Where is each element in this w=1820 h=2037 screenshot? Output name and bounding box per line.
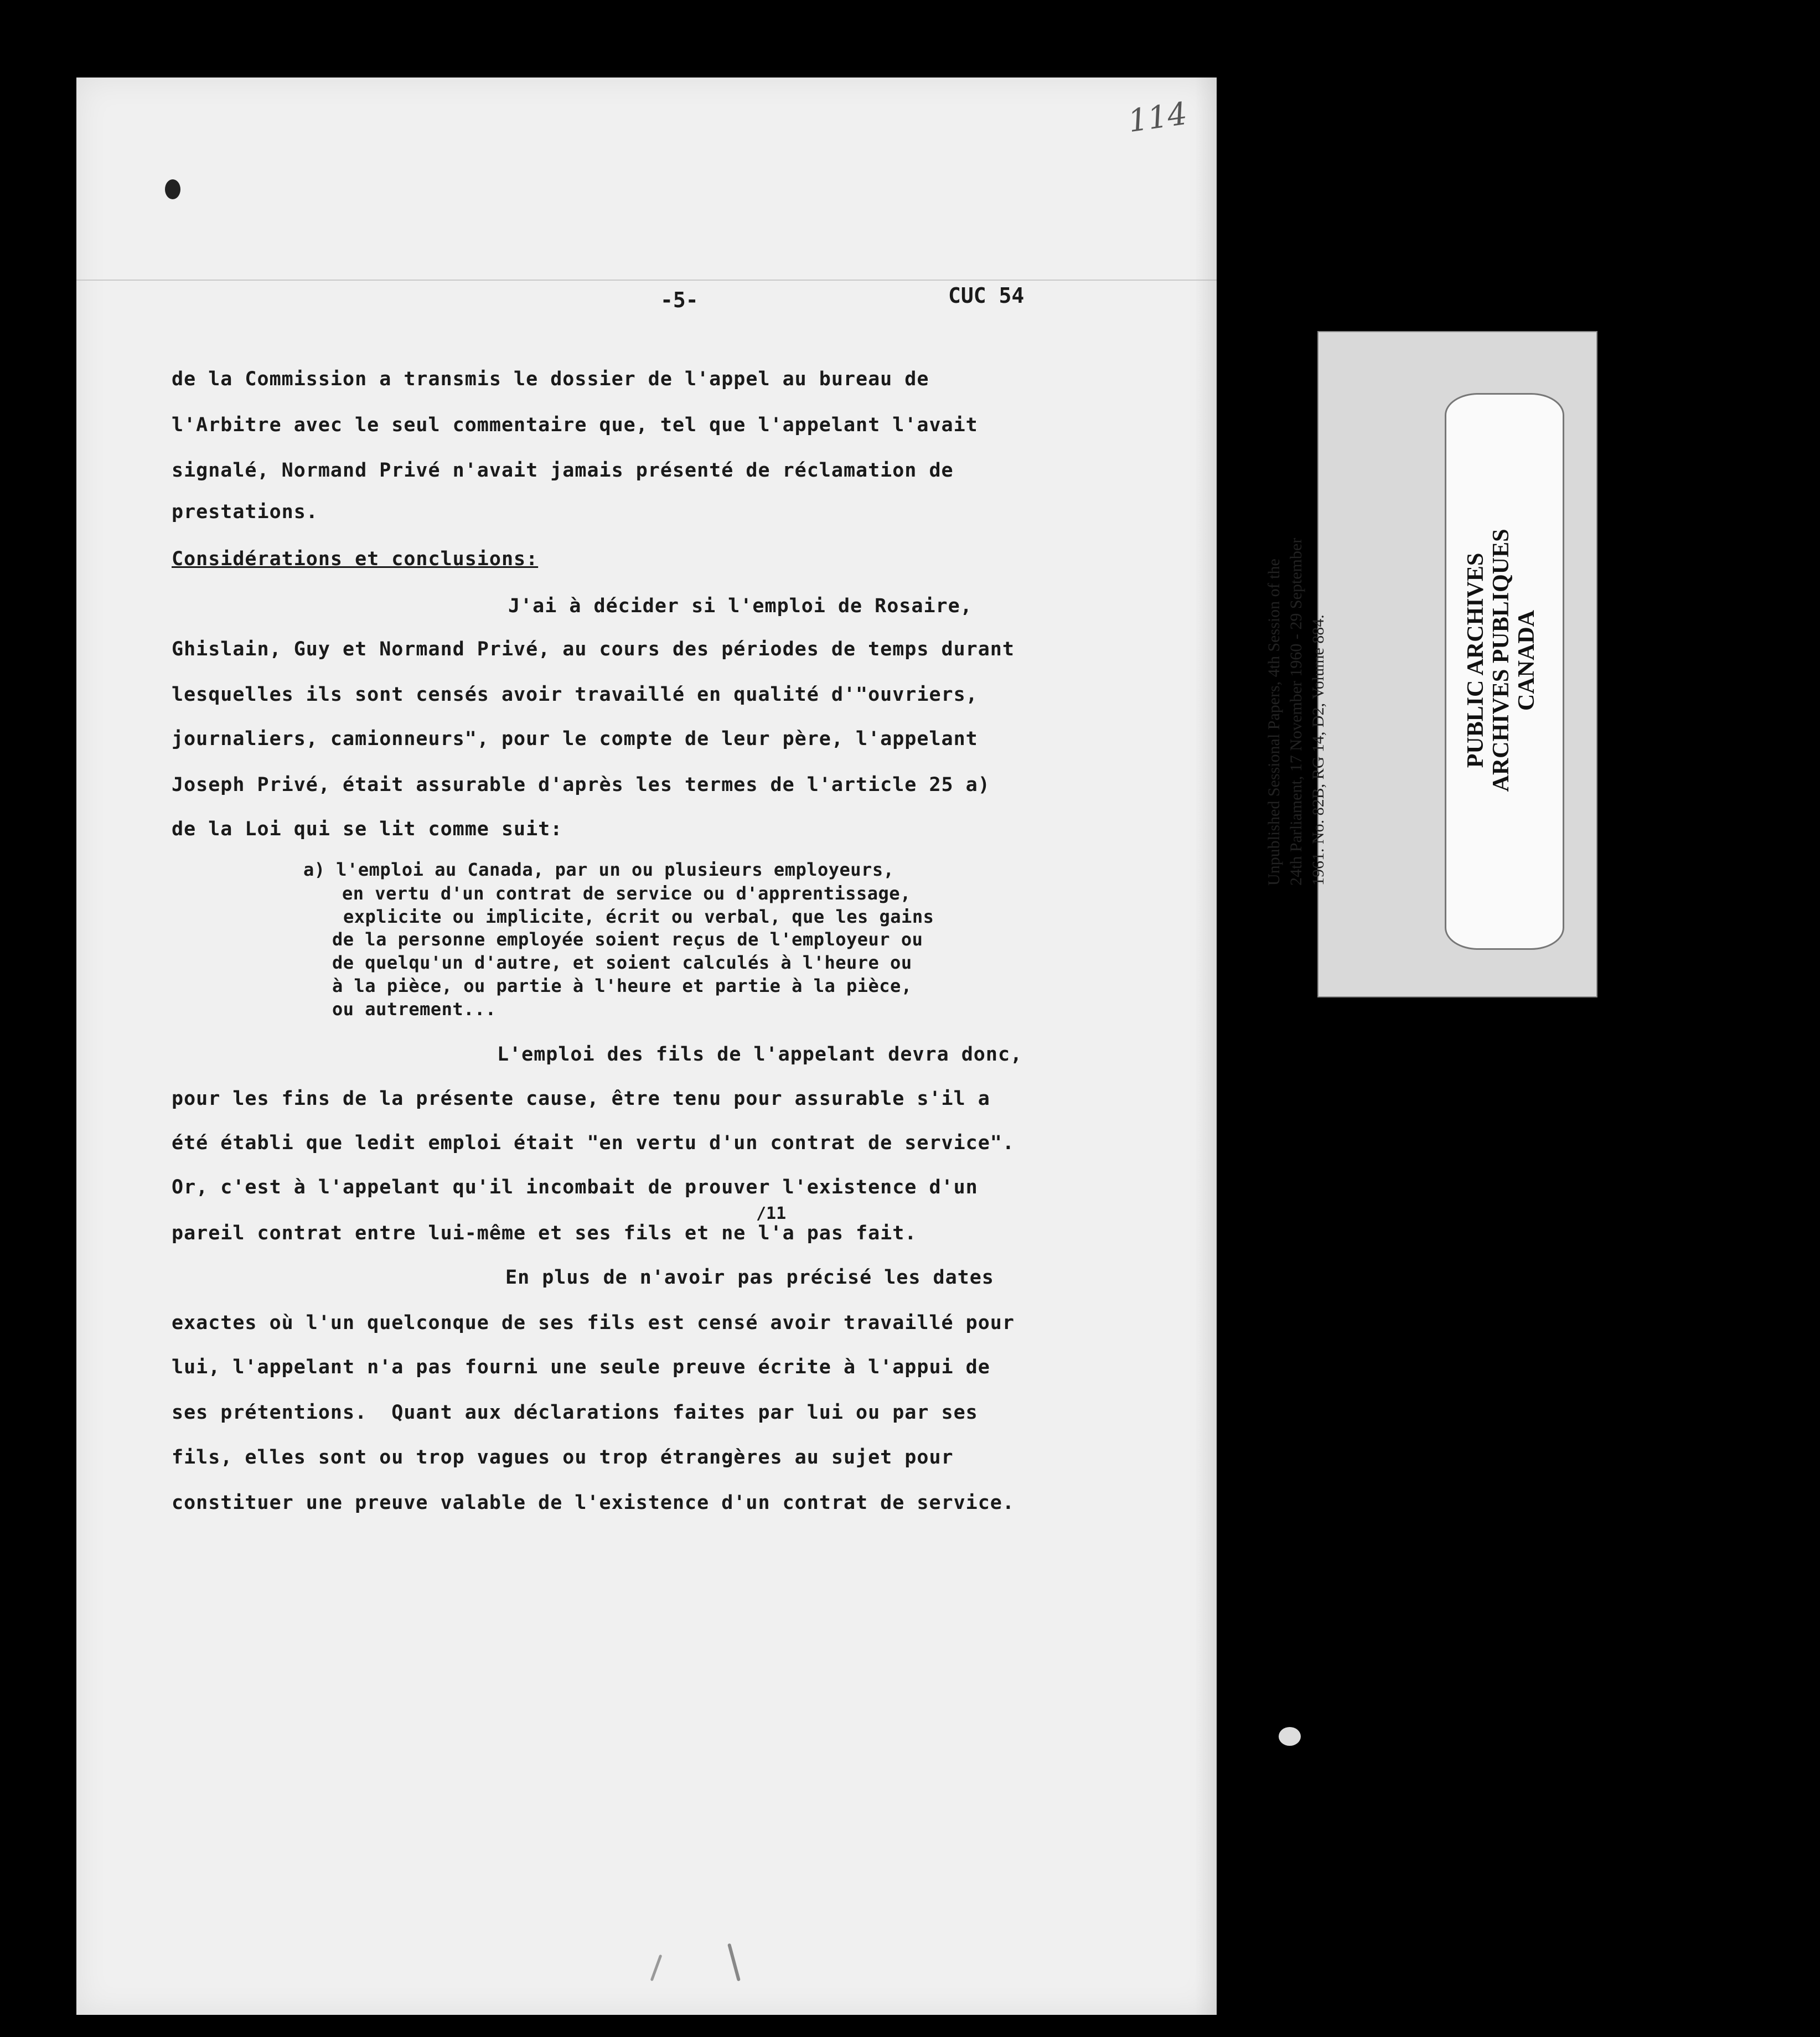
statute-quote-line: de quelqu'un d'autre, et soient calculés à l'heure ou bbox=[332, 952, 912, 973]
paragraph4-line: fils, elles sont ou trop vagues ou trop étrangères au sujet pour bbox=[172, 1446, 954, 1469]
stamp-line: ARCHIVES PUBLIQUES bbox=[1488, 529, 1514, 792]
paragraph3-line: pareil contrat entre lui-même et ses fils et ne l'a pas fait. bbox=[172, 1222, 917, 1244]
stamp-line: CANADA bbox=[1514, 610, 1539, 711]
section-heading: Considérations et conclusions: bbox=[172, 548, 539, 570]
stray-pen-mark bbox=[650, 1955, 663, 1982]
paragraph4-line: ses prétentions. Quant aux déclarations faites par lui ou par ses bbox=[172, 1402, 978, 1424]
reference-code: CUC 54 bbox=[948, 283, 1025, 308]
paragraph2-line: Ghislain, Guy et Normand Privé, au cours des périodes de temps durant bbox=[172, 638, 1015, 660]
margin-mark: /11 bbox=[756, 1204, 787, 1223]
paragraph4-line: lui, l'appelant n'a pas fourni une seule preuve écrite à l'appui de bbox=[172, 1356, 990, 1378]
card-caption-rotated bbox=[1263, 332, 1374, 886]
statute-quote-line: explicite ou implicite, écrit ou verbal, que les gains bbox=[343, 906, 934, 927]
statute-quote-line: en vertu d'un contrat de service ou d'apprentissage, bbox=[342, 883, 911, 904]
page-edge-shading bbox=[1195, 77, 1217, 2015]
paragraph4-line: En plus de n'avoir pas précisé les dates bbox=[505, 1266, 994, 1289]
archives-stamp bbox=[1445, 393, 1564, 950]
film-speck bbox=[1279, 1727, 1301, 1746]
paragraph1-line: signalé, Normand Privé n'avait jamais présenté de réclamation de bbox=[172, 459, 954, 482]
paragraph1-line: de la Commission a transmis le dossier de l'appel au bureau de bbox=[172, 368, 929, 390]
statute-quote-line: a) l'emploi au Canada, par un ou plusieurs employeurs, bbox=[303, 859, 895, 880]
paragraph2-line: J'ai à décider si l'emploi de Rosaire, bbox=[508, 595, 973, 617]
card-caption-line: 24th Parliament, 17 November 1960 - 29 September bbox=[1287, 537, 1305, 886]
paragraph4-line: exactes où l'un quelconque de ses fils est censé avoir travaillé pour bbox=[172, 1312, 1015, 1334]
card-caption-line: Unpublished Sessional Papers, 4th Session of the bbox=[1265, 559, 1283, 886]
handwritten-folio-number: 114 bbox=[1125, 95, 1190, 140]
paragraph3-line: été établi que ledit emploi était "en vertu d'un contrat de service". bbox=[172, 1132, 1015, 1154]
ruled-line bbox=[76, 280, 1217, 281]
paragraph1-line: prestations. bbox=[172, 501, 318, 523]
document-page bbox=[76, 77, 1217, 2015]
paragraph2-line: Joseph Privé, était assurable d'après les termes de l'article 25 a) bbox=[172, 774, 990, 796]
statute-quote-line: de la personne employée soient reçus de l'employeur ou bbox=[332, 929, 923, 950]
archive-identification-card bbox=[1265, 331, 1597, 997]
stamp-line: PUBLIC ARCHIVES bbox=[1463, 552, 1488, 768]
paragraph3-line: pour les fins de la présente cause, être tenu pour assurable s'il a bbox=[172, 1088, 990, 1110]
card-caption-line: 1961. No. 82B, RG 14, D2, Volume 884. bbox=[1309, 614, 1327, 886]
paragraph4-line: constituer une preuve valable de l'existence d'un contrat de service. bbox=[172, 1492, 1015, 1514]
paragraph1-line: l'Arbitre avec le seul commentaire que, tel que l'appelant l'avait bbox=[172, 414, 978, 436]
paragraph2-line: journaliers, camionneurs", pour le compte de leur père, l'appelant bbox=[172, 728, 978, 750]
punch-hole-mark bbox=[165, 179, 180, 199]
page-number: -5- bbox=[660, 288, 699, 312]
paragraph3-line: Or, c'est à l'appelant qu'il incombait de prouver l'existence d'un bbox=[172, 1176, 978, 1198]
paragraph2-line: lesquelles ils sont censés avoir travaillé en qualité d'"ouvriers, bbox=[172, 684, 978, 706]
paragraph2-line: de la Loi qui se lit comme suit: bbox=[172, 818, 563, 840]
statute-quote-line: ou autrement... bbox=[332, 999, 497, 1020]
statute-quote-line: à la pièce, ou partie à l'heure et partie à la pièce, bbox=[332, 975, 912, 996]
paragraph3-line: L'emploi des fils de l'appelant devra donc, bbox=[497, 1043, 1023, 1066]
stray-pen-mark bbox=[727, 1943, 741, 1981]
